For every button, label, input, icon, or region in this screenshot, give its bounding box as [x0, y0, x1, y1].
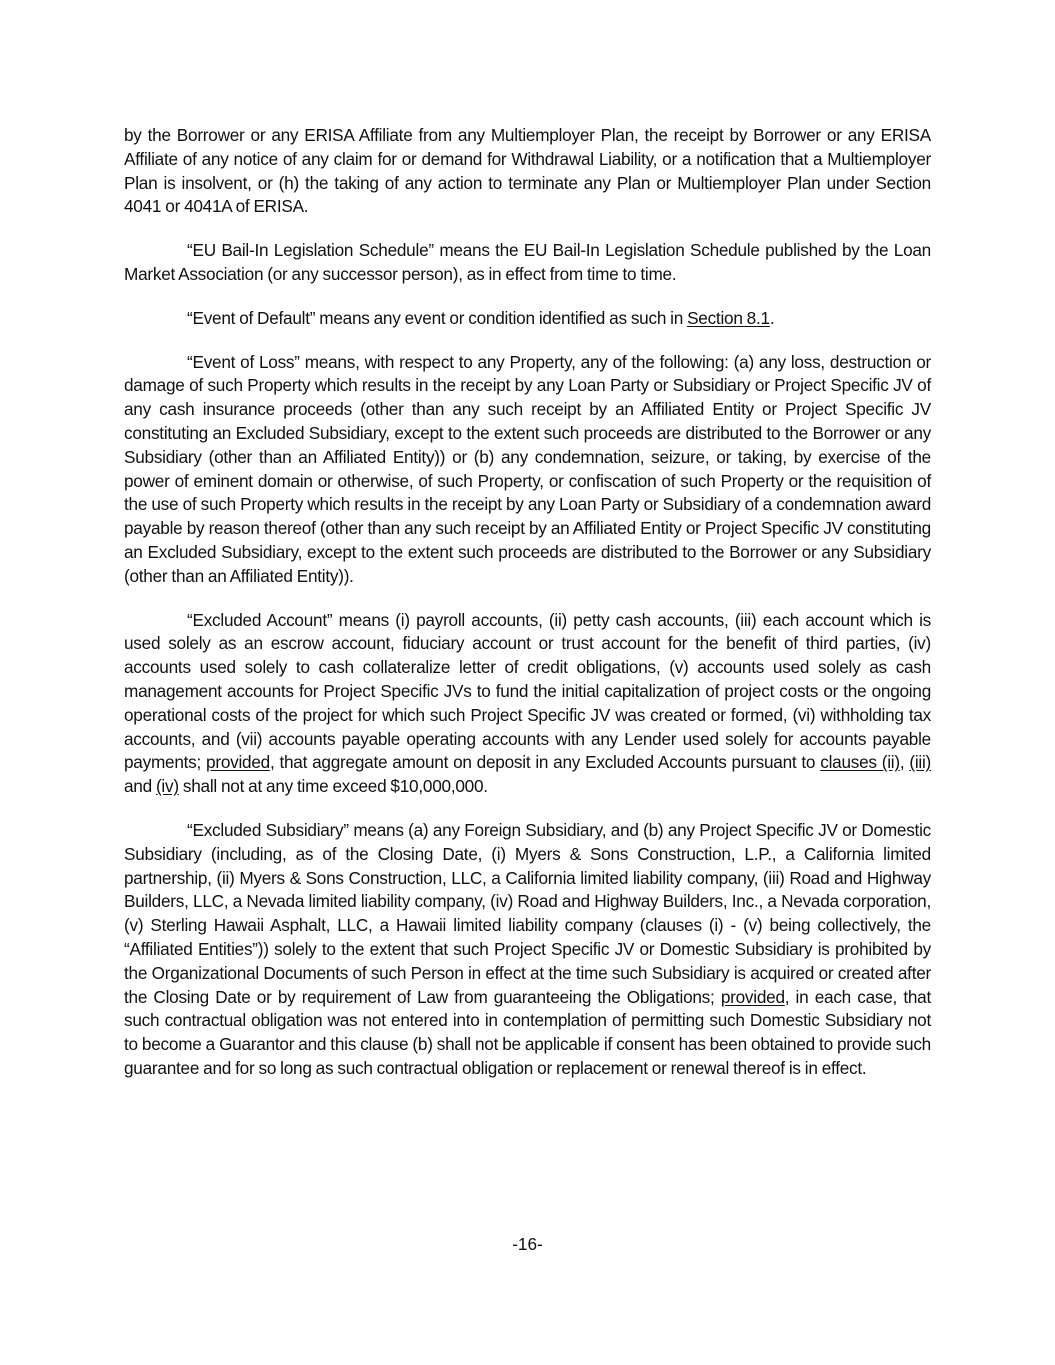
clause-reference-ii: clauses (ii): [820, 752, 900, 773]
clause-reference-iv: (iv): [155, 776, 179, 797]
definition-text-end: , in each case, that such contractual obligation was not entered into in contemplation of permitting such Domestic Subsidiary not to become a Guarantor and this clause (b) shall not be applicable if consent has been obtained to provide such guarantee and for so long as such contractual obligation or replacement or renewal thereof is in effect.: [124, 986, 931, 1078]
section-reference-8-1: Section 8.1: [687, 307, 770, 328]
separator-text: and: [124, 776, 156, 797]
definition-text: , that aggregate amount on deposit in any Excluded Accounts pursuant to: [269, 752, 821, 773]
paragraph-eu-bail-in-legislation-schedule: “EU Bail-In Legislation Schedule” means the EU Bail-In Legislation Schedule published by the Loan Market Association (or any successor person), as in effect from time to time.: [124, 240, 931, 284]
definition-text: “Excluded Subsidiary” means (a) any Foreign Subsidiary, and (b) any Project Specific JV or Domestic Subsidiary (including, as of the Closing Date, (i) Myers & Sons Construction, L.P., a California limited partnership, (ii) Myers & Sons Construction, LLC, a California limited liability company, (iii) Road and Highway Builders, LLC, a Nevada limited liability company, (iv) Road and Highway Builders, Inc., a Nevada corporation, (v) Sterling Hawaii Asphalt, LLC, a Hawaii limited liability company (clauses (i) - (v) being collectively, the “Affiliated Entities”)) solely to the extent that such Project Specific JV or Domestic Subsidiary is prohibited by the Organizational Documents of such Person in effect at the time such Subsidiary is acquired or created after the Closing Date or by requirement of Law from guaranteeing the Obligations;: [124, 819, 931, 1007]
clause-reference-iii: (iii): [909, 752, 931, 773]
separator-text: ,: [899, 752, 910, 773]
page-number: -16-: [512, 1234, 543, 1254]
paragraph-excluded-subsidiary: [124, 819, 931, 1081]
definition-text-end: .: [769, 307, 775, 328]
paragraph-event-of-default: [124, 307, 931, 331]
definition-text-end: shall not at any time exceed $10,000,000.: [178, 776, 488, 797]
document-page: [124, 124, 931, 1101]
paragraph-erisa-event-continuation: by the Borrower or any ERISA Affiliate from any Multiemployer Plan, the receipt by Borrower or any ERISA Affiliate of any notice of any claim for or demand for Withdrawal Liability, or a notification that a Multiemployer Plan is insolvent, or (h) the taking of any action to terminate any Plan or Multiemployer Plan under Section 4041 or 4041A of ERISA.: [124, 125, 931, 217]
definition-text: “Excluded Account” means (i) payroll accounts, (ii) petty cash accounts, (iii) each account which is used solely as an escrow account, fiduciary account or trust account for the benefit of third parties, (iv) accounts used solely to cash collateralize letter of credit obligations, (v) accounts used solely as cash management accounts for Project Specific JVs to fund the initial capitalization of project costs or the ongoing operational costs of the project for which such Project Specific JV was created or formed, (vi) withholding tax accounts, and (vii) accounts payable operating accounts with any Lender used solely for accounts payable payments;: [124, 609, 931, 773]
provided-term: provided: [206, 752, 270, 773]
paragraph-event-of-loss: “Event of Loss” means, with respect to any Property, any of the following: (a) any loss, destruction or damage of such Property which results in the receipt by any Loan Party or Subsidiary or Project Specific JV of any cash insurance proceeds (other than any such receipt by an Affiliated Entity or Project Specific JV constituting an Excluded Subsidiary, except to the extent such proceeds are distributed to the Borrower or any Subsidiary (other than an Affiliated Entity)) or (b) any condemnation, seizure, or taking, by exercise of the power of eminent domain or otherwise, of such Property, or confiscation of such Property or the requisition of the use of such Property which results in the receipt by any Loan Party or Subsidiary of a condemnation award payable by reason thereof (other than any such receipt by an Affiliated Entity or Project Specific JV constituting an Excluded Subsidiary, except to the extent such proceeds are distributed to the Borrower or any Subsidiary (other than an Affiliated Entity)).: [124, 351, 931, 586]
provided-term: provided: [720, 986, 785, 1007]
paragraph-excluded-account: [124, 609, 931, 799]
definition-text: “Event of Default” means any event or condition identified as such in: [187, 307, 688, 328]
